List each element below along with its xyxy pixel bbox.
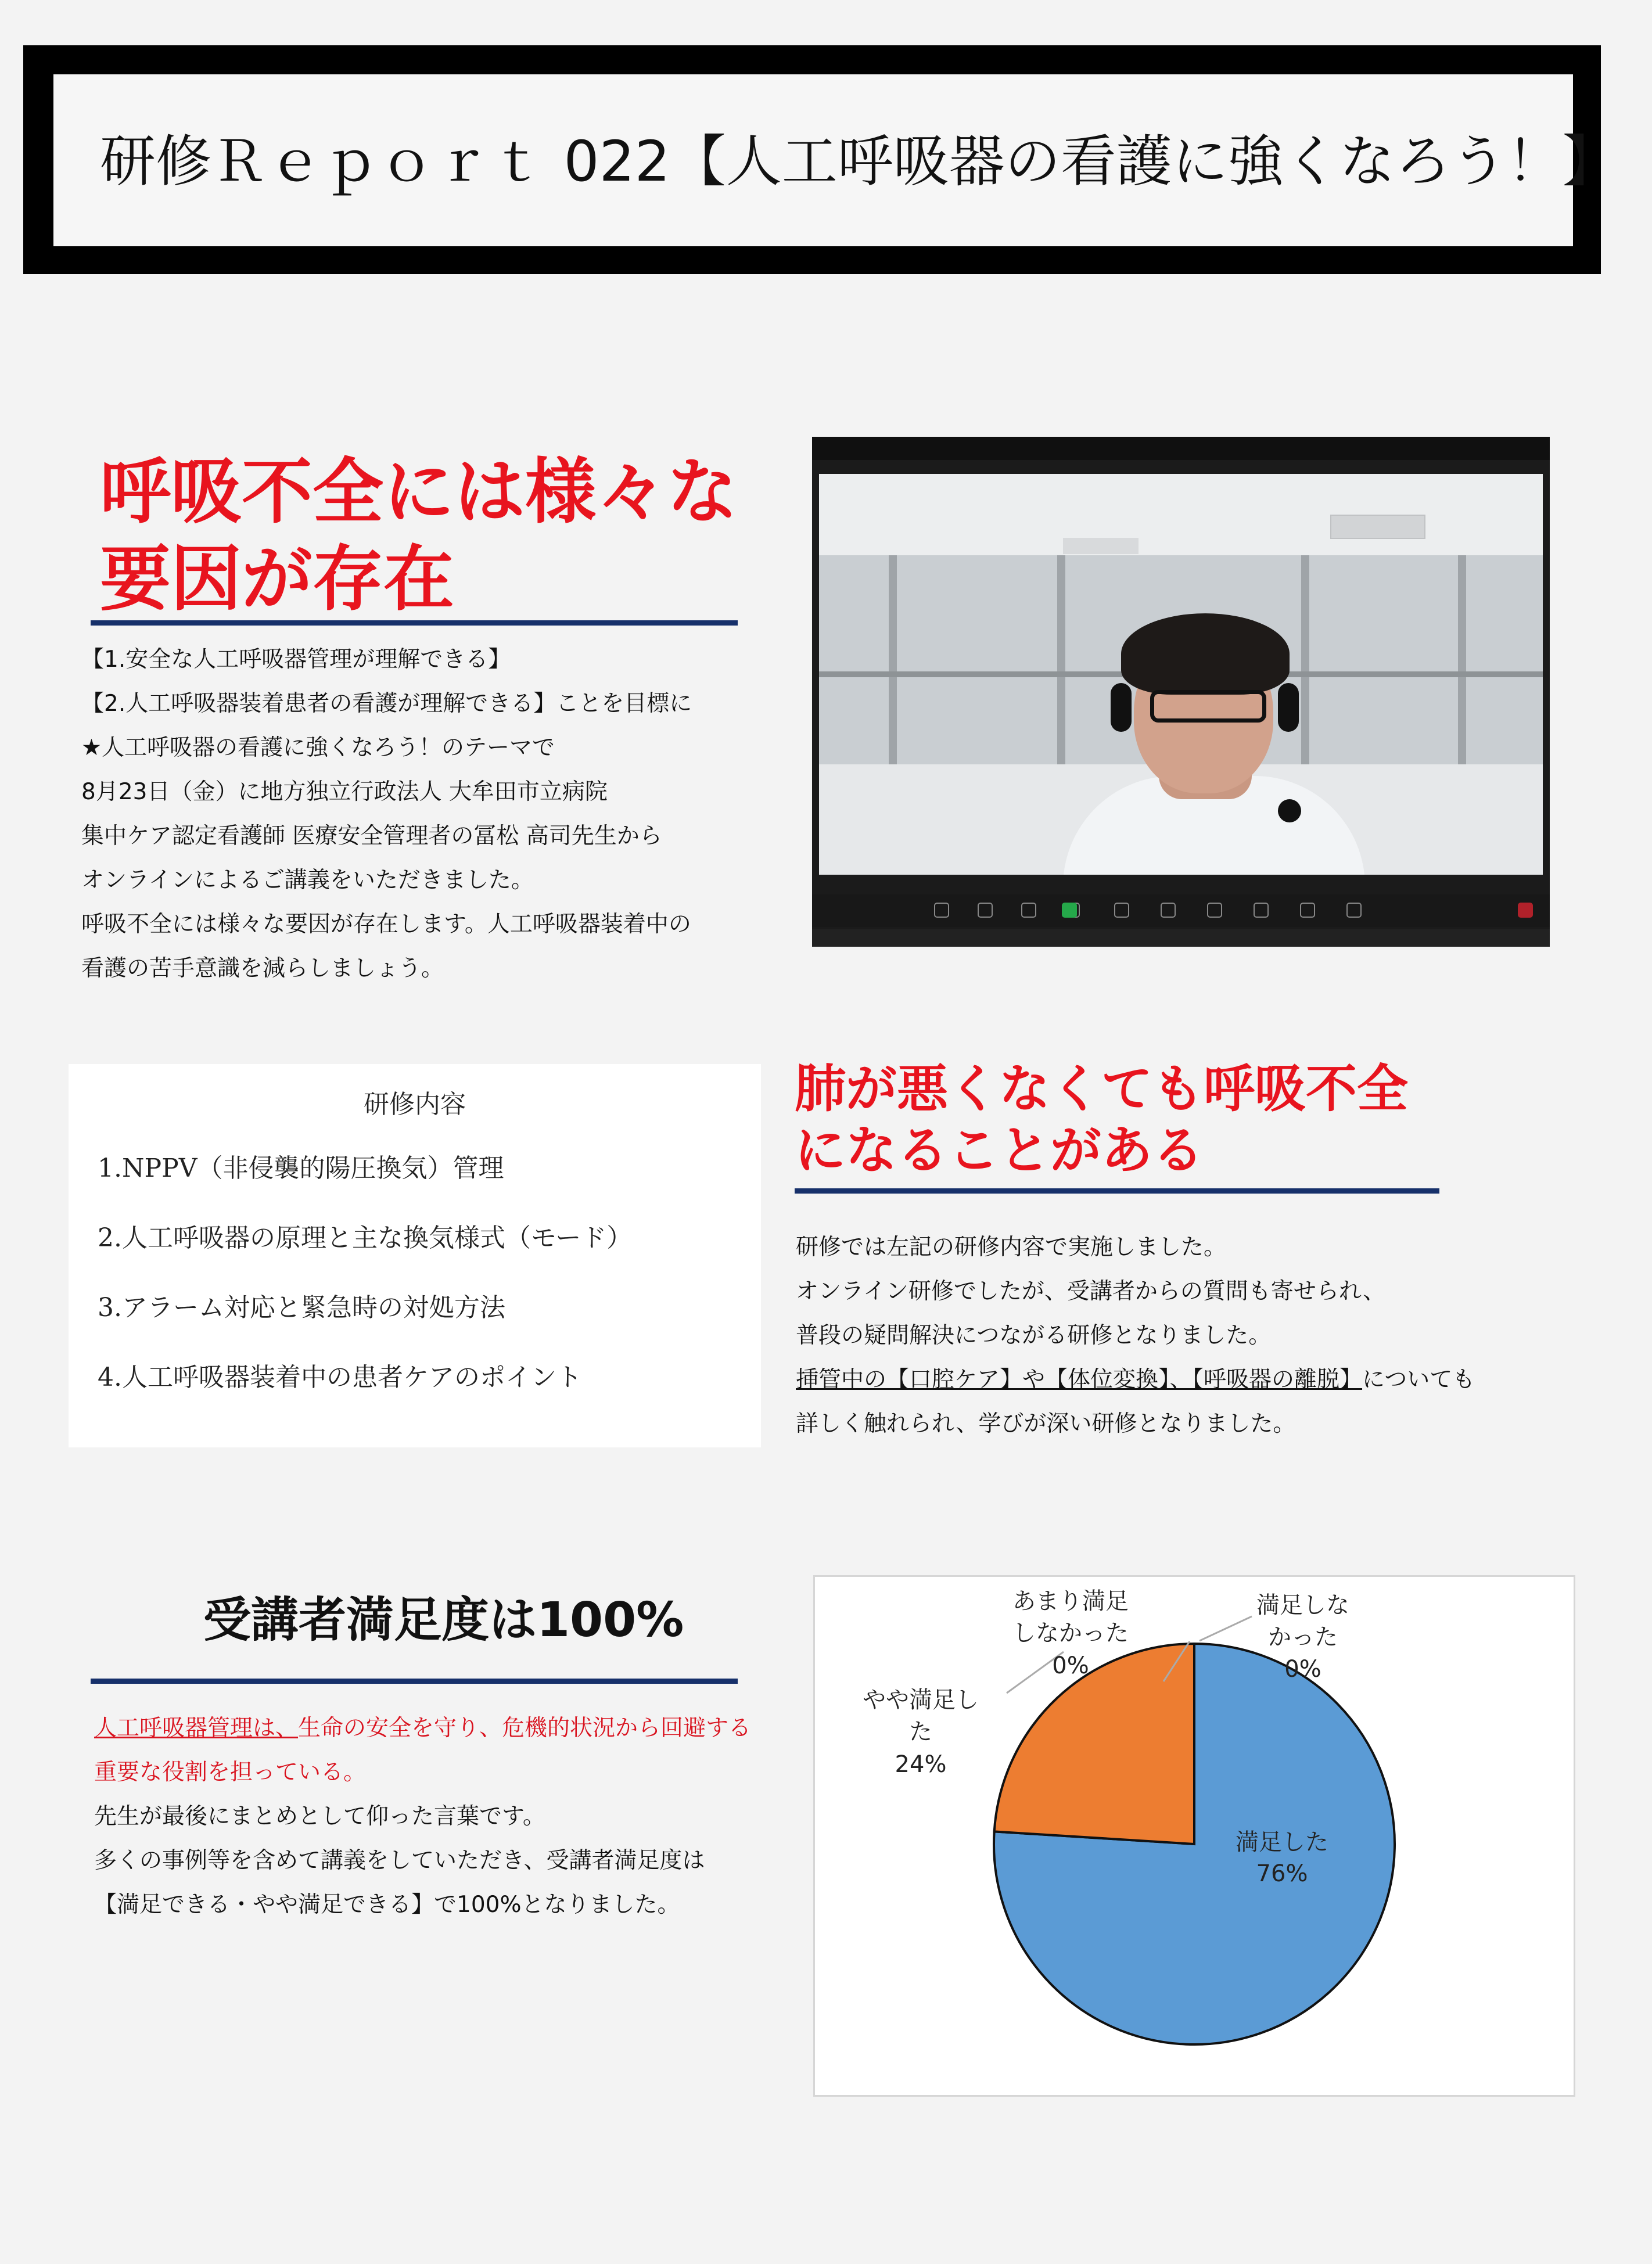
section1-line: 看護の苦手意識を減らしましょう。 <box>81 955 444 982</box>
section1-line: 8月23日（金）に地方独立行政法人 大牟田市立病院 <box>81 779 608 805</box>
pie-slice-1 <box>994 1644 1194 1844</box>
course-contents-card <box>69 1064 761 1447</box>
section2-heading-line2: になることがある <box>795 1120 1204 1180</box>
section3-line: 【満足できる・やや満足できる】で100%となりました。 <box>94 1892 680 1918</box>
video-call-titlebar <box>812 437 1550 460</box>
online-lecture-photo <box>812 437 1550 947</box>
section3-body <box>94 1706 751 1927</box>
slice-label-not: 満足しな <box>1256 1592 1349 1619</box>
section1-heading-line2: 要因が存在 <box>100 538 454 620</box>
section3-divider <box>91 1679 738 1684</box>
section1-line: 【2.人工呼吸器装着患者の看護が理解できる】ことを目標に <box>81 691 692 717</box>
section3-red-underlined: 人工呼吸器管理は、 <box>94 1715 299 1741</box>
slice-value-notmuch: 0% <box>1052 1652 1089 1679</box>
section2-line: 普段の疑問解決につながる研修となりました。 <box>796 1323 1272 1349</box>
slice-value-somewhat: 24% <box>895 1751 947 1778</box>
section3-red-line1 <box>94 1706 751 1751</box>
leader-line-not <box>1200 1616 1252 1641</box>
slice-label-somewhat-2: た <box>909 1719 932 1745</box>
course-item: 1.NPPV（非侵襲的陽圧換気）管理 <box>98 1153 504 1183</box>
pie-slices <box>994 1644 1395 2044</box>
section1-line: 集中ケア認定看護師 医療安全管理者の冨松 高司先生から <box>81 823 662 849</box>
section1-heading-line1: 呼吸不全には様々な <box>100 451 738 533</box>
slice-label-not-2: かった <box>1268 1624 1338 1651</box>
course-contents-title: 研修内容 <box>364 1090 466 1119</box>
section1-body <box>81 638 692 991</box>
section3-line: 多くの事例等を含めて講義をしていただき、受講者満足度は <box>94 1848 705 1874</box>
section1-line: ★人工呼吸器の看護に強くなろう！のテーマで <box>81 735 555 761</box>
section2-line <box>796 1358 1475 1402</box>
course-item: 2.人工呼吸器の原理と主な換気様式（モード） <box>98 1223 633 1253</box>
slice-label-notmuch: あまり満足 <box>1012 1588 1129 1615</box>
slice-value-satisfied: 76% <box>1256 1860 1308 1887</box>
section1-line: 【1.安全な人工呼吸器管理が理解できる】 <box>81 646 511 673</box>
section2-body <box>796 1226 1475 1446</box>
section1-divider <box>91 620 738 626</box>
slice-label-notmuch-2: しなかった <box>1012 1620 1129 1647</box>
slice-value-not: 0% <box>1284 1656 1321 1683</box>
section2-heading-line1: 肺が悪くなくても呼吸不全 <box>795 1059 1409 1119</box>
pie-chart-svg <box>815 1577 1574 2095</box>
course-item: 3.アラーム対応と緊急時の対処方法 <box>98 1293 505 1323</box>
section2-underlined-text: 挿管中の【口腔ケア】や【体位変換】、【呼吸器の離脱】 <box>796 1367 1363 1393</box>
lecturer-video <box>819 474 1543 875</box>
section1-line: オンラインによるご講義をいただきました。 <box>81 867 534 893</box>
section2-line: オンライン研修でしたが、受講者からの質問も寄せられ、 <box>796 1278 1386 1305</box>
course-item: 4.人工呼吸器装着中の患者ケアのポイント <box>98 1363 582 1392</box>
section2-line: 詳しく触れられ、学びが深い研修となりました。 <box>796 1411 1296 1437</box>
section2-line: 研修では左記の研修内容で実施しました。 <box>796 1234 1227 1260</box>
section3-red-line2: 重要な役割を担っている。 <box>94 1759 367 1785</box>
satisfaction-pie-chart <box>813 1575 1575 2097</box>
os-taskbar <box>812 929 1550 947</box>
section3-line: 先生が最後にまとめとして仰った言葉です。 <box>94 1803 545 1830</box>
section3-heading: 受講者満足度は100% <box>203 1593 684 1648</box>
section2-divider <box>795 1188 1439 1194</box>
slice-label-somewhat: やや満足し <box>863 1687 979 1713</box>
slice-label-satisfied: 満足した <box>1236 1829 1328 1856</box>
page-title: 研修Ｒｅｐｏｒｔ 022【人工呼吸器の看護に強くなろう！】 <box>100 129 1618 194</box>
section2-line4-rest: についても <box>1362 1367 1475 1393</box>
video-call-toolbar <box>812 894 1550 927</box>
section3-red-rest: 生命の安全を守り、危機的状況から回避する <box>298 1715 752 1741</box>
section2-heading <box>795 1058 1408 1181</box>
section1-heading <box>100 448 738 623</box>
section1-line: 呼吸不全には様々な要因が存在します。人工呼吸器装着中の <box>81 911 691 937</box>
